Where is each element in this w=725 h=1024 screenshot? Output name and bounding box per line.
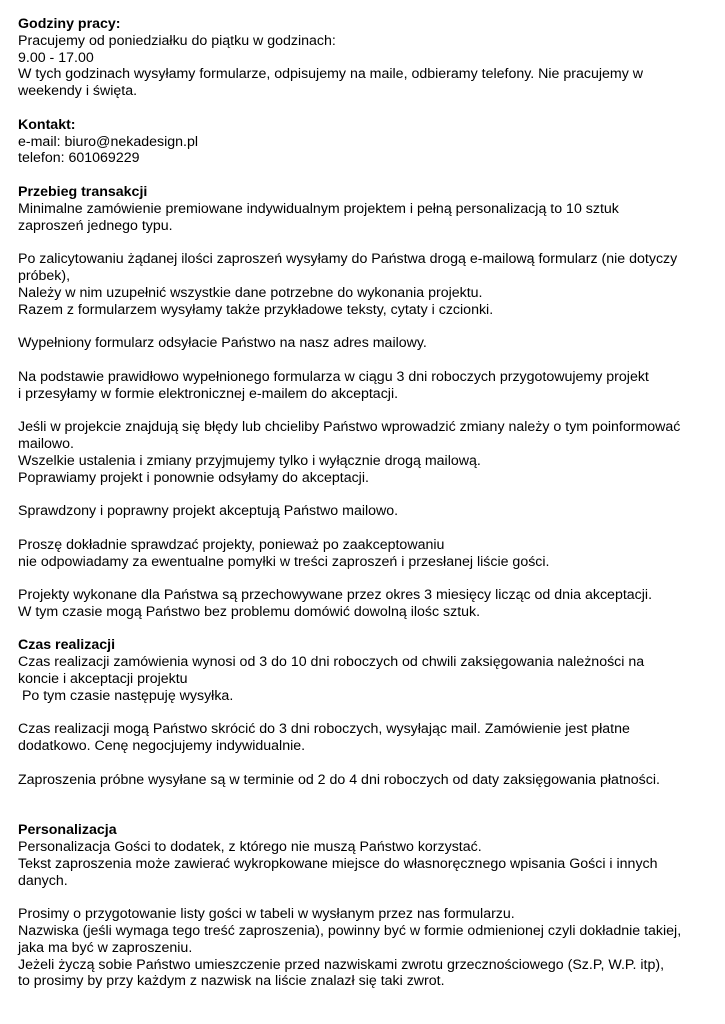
text-line: Jeżeli życzą sobie Państwo umieszczenie przed nazwiskami zwrotu grzecznościowego (Sz.P, W.P. itp), bbox=[18, 956, 665, 973]
section-heading: Kontakt: bbox=[18, 116, 76, 133]
section-heading: Przebieg transakcji bbox=[18, 183, 148, 200]
section-heading: Czas realizacji bbox=[18, 637, 116, 654]
blank-line bbox=[18, 318, 708, 335]
section-gap bbox=[18, 621, 708, 638]
text-line: W tym czasie mogą Państwo bez problemu domówić dowolną ilośc sztuk. bbox=[18, 603, 481, 620]
text-line: telefon: 601069229 bbox=[18, 150, 140, 167]
text-line: jaka ma być w zaproszeniu. bbox=[18, 939, 193, 956]
text-line: Na podstawie prawidłowo wypełnionego formularza w ciągu 3 dni roboczych przygotowujemy projekt bbox=[18, 368, 649, 385]
text-line: Sprawdzony i poprawny projekt akceptują Państwo mailowo. bbox=[18, 503, 399, 520]
section bbox=[18, 637, 708, 805]
text-line: Czas realizacji zamówienia wynosi od 3 do 10 dni roboczych od chwili zaksięgowania należności na bbox=[18, 654, 645, 671]
text-line: Pracujemy od poniedziałku do piątku w godzinach: bbox=[18, 32, 336, 49]
text-line: W tych godzinach wysyłamy formularze, odpisujemy na maile, odbieramy telefony. Nie pracujemy w bbox=[18, 66, 644, 83]
text-line: Minimalne zamówienie premiowane indywidualnym projektem i pełną personalizacją to 10 sztuk bbox=[18, 200, 619, 217]
blank-line bbox=[18, 705, 708, 722]
text-line: Wypełniony formularz odsyłacie Państwo na nasz adres mailowy. bbox=[18, 335, 427, 352]
section-heading: Personalizacja bbox=[18, 822, 117, 839]
text-line: nie odpowiadamy za ewentualne pomyłki w treści zaproszeń i przesłanej liście gości. bbox=[18, 553, 550, 570]
text-line: danych. bbox=[18, 872, 68, 889]
blank-line bbox=[18, 402, 708, 419]
text-line: Tekst zaproszenia może zawierać wykropkowane miejsce do własnoręcznego wpisania Gości i innych bbox=[18, 855, 658, 872]
section-heading: Godziny pracy: bbox=[18, 16, 121, 32]
text-line: e-mail: biuro@nekadesign.pl bbox=[18, 133, 199, 150]
text-line: koncie i akceptacji projektu bbox=[18, 671, 188, 688]
text-line: Jeśli w projekcie znajdują się błędy lub chcieliby Państwo wprowadzić zmiany należy o tym poinformować bbox=[18, 419, 681, 436]
blank-line bbox=[18, 570, 708, 587]
text-line: dodatkowo. Cenę negocjujemy indywidualnie. bbox=[18, 738, 306, 755]
blank-line bbox=[18, 755, 708, 772]
text-line: zaproszeń jednego typu. bbox=[18, 217, 173, 234]
section-gap bbox=[18, 100, 708, 117]
blank-line bbox=[18, 234, 708, 251]
text-line: próbek), bbox=[18, 267, 71, 284]
text-line: Po tym czasie następuję wysyłka. bbox=[18, 687, 234, 704]
text-line: Należy w nim uzupełnić wszystkie dane potrzebne do wykonania projektu. bbox=[18, 284, 483, 301]
text-line: Zaproszenia próbne wysyłane są w terminie od 2 do 4 dni roboczych od daty zaksięgowania płatności. bbox=[18, 771, 660, 788]
text-line: Projekty wykonane dla Państwa są przechowywane przez okres 3 miesięcy licząc od dnia akceptacji. bbox=[18, 587, 653, 604]
blank-line bbox=[18, 486, 708, 503]
text-line: i przesyłamy w formie elektronicznej e-mailem do akceptacji. bbox=[18, 385, 399, 402]
section bbox=[18, 16, 708, 100]
text-line: Proszę dokładnie sprawdzać projekty, ponieważ po zaakceptowaniu bbox=[18, 536, 445, 553]
blank-line bbox=[18, 789, 708, 806]
text-line: Po zalicytowaniu żądanej ilości zaproszeń wysyłamy do Państwa drogą e-mailową formularz (nie dotyczy bbox=[18, 251, 678, 268]
text-line: weekendy i święta. bbox=[18, 83, 138, 100]
text-line: Personalizacja Gości to dodatek, z którego nie muszą Państwo korzystać. bbox=[18, 839, 482, 856]
blank-line bbox=[18, 520, 708, 537]
text-line: mailowo. bbox=[18, 435, 74, 452]
text-line: Prosimy o przygotowanie listy gości w tabeli w wysłanym przez nas formularzu. bbox=[18, 906, 515, 923]
text-line: Wszelkie ustalenia i zmiany przyjmujemy tylko i wyłącznie drogą mailową. bbox=[18, 452, 481, 469]
text-line: to prosimy by przy każdym z nazwisk na liście znalazł się taki zwrot. bbox=[18, 973, 445, 990]
section bbox=[18, 822, 708, 990]
text-line: Razem z formularzem wysyłamy także przykładowe teksty, cytaty i czcionki. bbox=[18, 301, 494, 318]
section-gap bbox=[18, 167, 708, 184]
text-line: Czas realizacji mogą Państwo skrócić do 3 dni roboczych, wysyłając mail. Zamówienie jest płatne bbox=[18, 721, 630, 738]
blank-line bbox=[18, 889, 708, 906]
section bbox=[18, 117, 708, 167]
blank-line bbox=[18, 352, 708, 369]
section-gap bbox=[18, 805, 708, 822]
document bbox=[18, 16, 708, 990]
text-line: Poprawiamy projekt i ponownie odsyłamy do akceptacji. bbox=[18, 469, 369, 486]
section bbox=[18, 184, 708, 621]
text-line: Nazwiska (jeśli wymaga tego treść zaproszenia), powinny być w formie odmienionej czyli dokładnie takiej, bbox=[18, 923, 682, 940]
text-line: 9.00 - 17.00 bbox=[18, 49, 94, 66]
